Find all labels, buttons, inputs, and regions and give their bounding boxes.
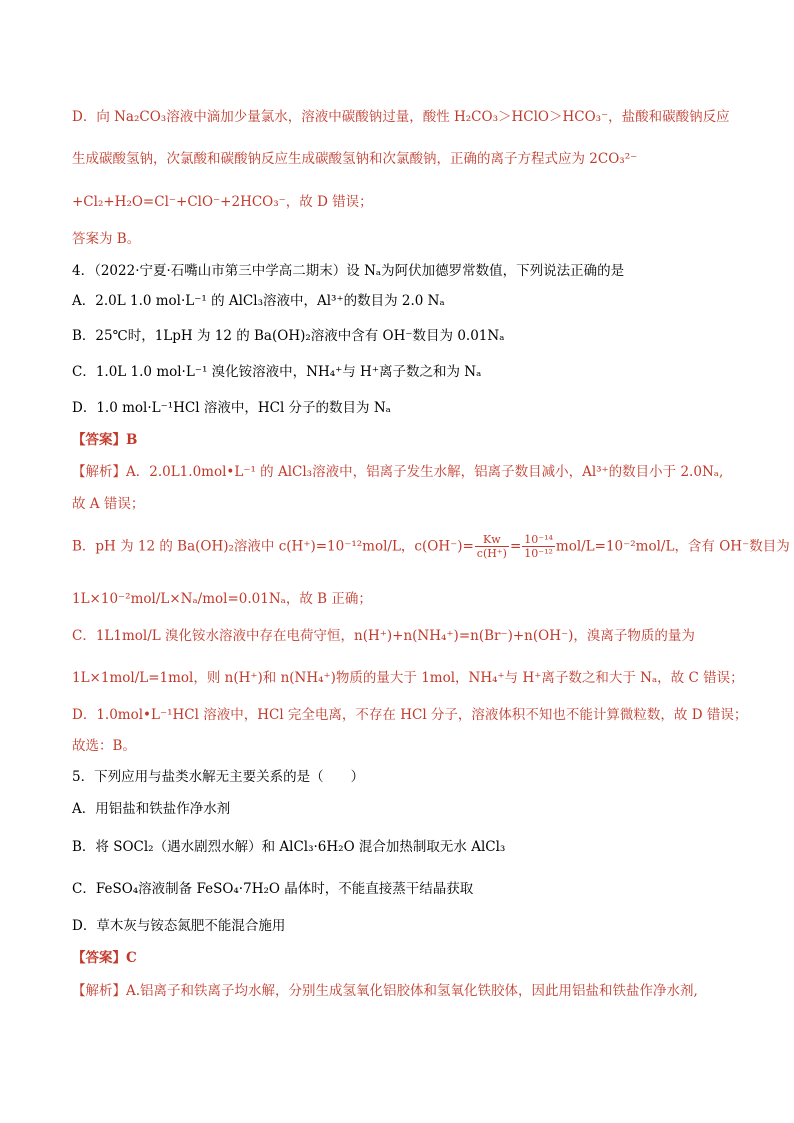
question-5: 5．下列应用与盐类水解无主要关系的是（ ） xyxy=(72,769,365,785)
question-4-option-b: B．25℃时，1LpH 为 12 的 Ba(OH)₂溶液中含有 OH⁻数目为 0.01Nₐ xyxy=(72,328,505,344)
question-4-explanation-d: D．1.0mol•L⁻¹HCl 溶液中，HCl 完全电离，不存在 HCl 分子，溶液体积不知也不能计算微粒数，故 D 错误； xyxy=(72,707,748,723)
kw-over-h-fraction xyxy=(475,533,509,561)
explanation-b1-prefix: B．pH 为 12 的 Ba(OH)₂溶液中 c(H⁺)=10⁻¹²mol/L，c(OH⁻)= xyxy=(72,538,474,555)
question-4-explanation-c1: C．1L1mol/L 溴化铵水溶液中存在电荷守恒，n(H⁺)+n(NH₄⁺)=n(Br⁻)+n(OH⁻)，溴离子物质的量为 xyxy=(72,628,695,644)
fraction-denominator: c(H⁺) xyxy=(476,547,507,560)
fraction-numerator: Kw xyxy=(475,533,509,547)
power-fraction xyxy=(522,533,555,561)
d-explanation-line3: +Cl₂+H₂O=Cl⁻+ClO⁻+2HCO₃⁻，故 D 错误； xyxy=(72,194,373,210)
question-4-explanation-b1: B．pH 为 12 的 Ba(OH)₂溶液中 c(H⁺)=10⁻¹²mol/L，c(OH⁻)= $\frac{Kw}{c(H^+)}$ = $\frac{\text{10⁻¹⁴}}{\text{10⁻¹²}}$ mol/L=10⁻²mol/L，含有 OH⁻数目为 xyxy=(72,533,790,560)
question-4: 4．（2022·宁夏·石嘴山市第三中学高二期末）设 Nₐ为阿伏加德罗常数值，下列说法正确的是 xyxy=(72,263,625,279)
question-5-answer: 【答案】C xyxy=(72,950,137,966)
question-4-explanation-a1: 【解析】A．2.0L1.0mol•L⁻¹ 的 AlCl₃溶液中，铝离子发生水解，铝离子数目减小，Al³⁺的数目小于 2.0Nₐ, xyxy=(72,464,724,480)
question-5-explanation-a: 【解析】A.铝离子和铁离子均水解，分别生成氢氧化铝胶体和氢氧化铁胶体，因此用铝盐和铁盐作净水剂, xyxy=(72,983,698,999)
question-4-choose: 故选：B。 xyxy=(72,738,136,754)
question-4-option-d: D．1.0 mol·L⁻¹HCl 溶液中，HCl 分子的数目为 Nₐ xyxy=(72,400,391,416)
question-4-option-a: A．2.0L 1.0 mol·L⁻¹ 的 AlCl₃溶液中，Al³⁺的数目为 2.0 Nₐ xyxy=(72,293,445,309)
fraction-numerator: 10⁻¹⁴ xyxy=(524,533,553,546)
question-5-option-c: C．FeSO₄溶液制备 FeSO₄·7H₂O 晶体时，不能直接蒸干结晶获取 xyxy=(72,881,474,897)
question-4-option-c: C．1.0L 1.0 mol·L⁻¹ 溴化铵溶液中，NH₄⁺与 H⁺离子数之和为 Nₐ xyxy=(72,364,482,380)
answer-b-statement: 答案为 B。 xyxy=(72,231,141,247)
fraction-denominator: 10⁻¹² xyxy=(524,547,553,560)
question-4-answer: 【答案】B xyxy=(72,432,138,448)
question-5-option-b: B．将 SOCl₂（遇水剧烈水解）和 AlCl₃·6H₂O 混合加热制取无水 AlCl₃ xyxy=(72,839,506,855)
question-4-explanation-c2: 1L×1mol/L=1mol，则 n(H⁺)和 n(NH₄⁺)物质的量大于 1mol，NH₄⁺与 H⁺离子数之和大于 Nₐ，故 C 错误； xyxy=(72,670,744,686)
explanation-b1-suffix: mol/L=10⁻²mol/L，含有 OH⁻数目为 xyxy=(555,538,790,555)
question-5-option-a: A．用铝盐和铁盐作净水剂 xyxy=(72,801,231,817)
question-4-explanation-a2: 故 A 错误； xyxy=(72,496,145,512)
question-5-option-d: D．草木灰与铵态氮肥不能混合施用 xyxy=(72,918,286,934)
question-4-explanation-b2: 1L×10⁻²mol/L×Nₐ/mol=0.01Nₐ，故 B 正确； xyxy=(72,591,372,607)
d-explanation-line2: 生成碳酸氢钠，次氯酸和碳酸钠反应生成碳酸氢钠和次氯酸钠，正确的离子方程式应为 2CO₃²⁻ xyxy=(72,151,638,167)
d-explanation-line1: D．向 Na₂CO₃溶液中滴加少量氯水，溶液中碳酸钠过量，酸性 H₂CO₃＞HClO＞HCO₃⁻，盐酸和碳酸钠反应 xyxy=(72,109,730,125)
